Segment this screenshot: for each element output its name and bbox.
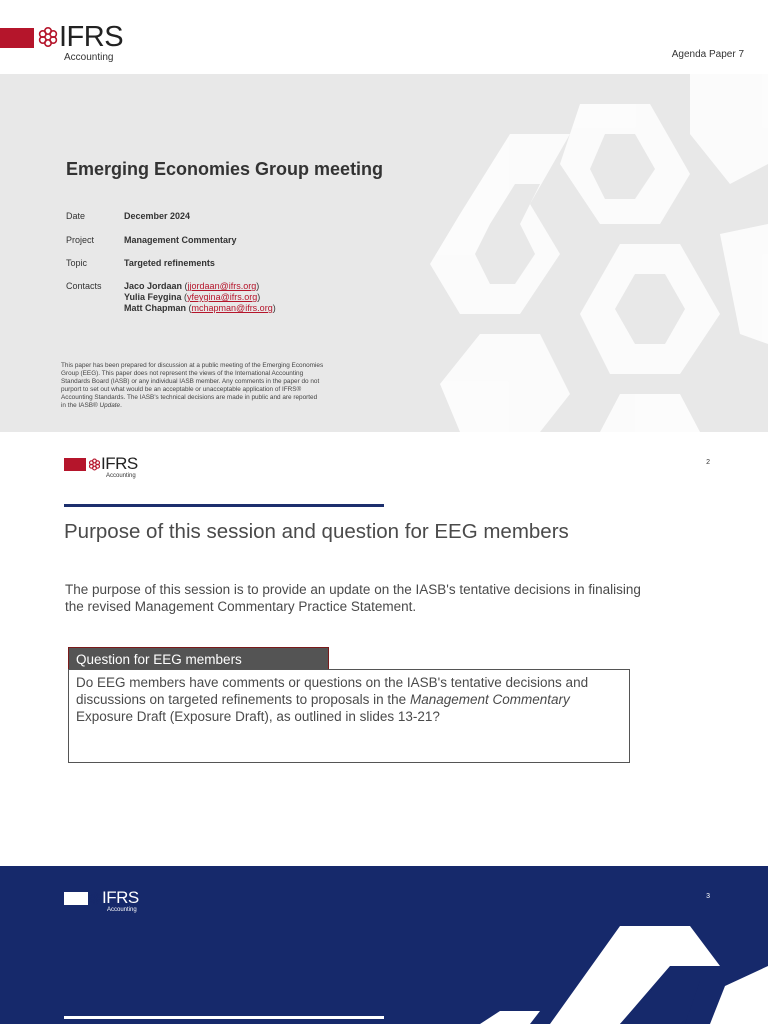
meta-label: Contacts <box>66 281 102 291</box>
page-number: 2 <box>706 459 710 466</box>
logo-subtitle: Accounting <box>64 52 114 63</box>
meta-value: December 2024 <box>124 211 191 221</box>
disclaimer-fragment: . <box>120 402 122 409</box>
disclaimer-line: Group (EEG). This paper does not represent the views of the International Accounting <box>61 370 304 377</box>
question-box <box>68 669 630 763</box>
brand-white-bar <box>64 892 88 905</box>
slide-title: Purpose of this session and question for EEG members <box>64 520 569 543</box>
disclaimer-line <box>61 402 391 410</box>
contact-name: Jaco Jordaan <box>124 281 183 291</box>
contact-email-link[interactable]: jjordaan@ifrs.org <box>187 281 257 291</box>
meeting-title: Emerging Economies Group meeting <box>66 159 384 179</box>
slide-header <box>0 0 768 74</box>
disclaimer-line: This paper has been prepared for discussion at a public meeting of the Emerging Economies <box>61 362 324 369</box>
contact-email-link[interactable]: yfeygina@ifrs.org <box>187 292 258 302</box>
question-italic-title: Management Commentary <box>409 692 570 707</box>
logo-subtitle: Accounting <box>106 473 136 479</box>
purpose-slide <box>0 432 768 864</box>
hexagon-pattern-graphic <box>470 926 768 1024</box>
purpose-paragraph: The purpose of this session is to provide an update on the IASB's tentative decisions in finalising the revised Management Commentary Practice Statement. <box>65 582 641 614</box>
brand-red-bar <box>0 28 34 48</box>
title-band: Emerging Economies Group meeting Date December 2024 Project Management Commentary Topic Targeted refinements Contacts Jaco Jordaan (jjordaan@ifrs.org) Yulia Feygina (yfeygina@ifrs.org) Matt Chapman (mchapman@ifrs.org) This paper has been prepared for discussion at a public meeting of the Emerging Economies Group (EEG). This paper does not represent the views of the International Accounting Standards Board (IASB) or any individual IASB member. Any comments in the paper do not purport to set out what would be an acceptable or unacceptable application of IFRS® Accounting Standards. The IASB's technical decisions are made in public and are reported in the IASB® Update. <box>0 74 768 432</box>
section-divider-slide <box>0 866 768 1024</box>
title-rule <box>64 1016 384 1019</box>
ifrs-logo <box>89 888 139 913</box>
ifrs-flower-icon <box>88 458 101 471</box>
question-text: Exposure Draft (Exposure Draft), as outlined in slides 13-21? <box>76 709 440 724</box>
disclaimer-fragment: in the IASB® <box>61 402 100 409</box>
logo-wordmark: IFRS <box>102 888 139 907</box>
contact-email-link[interactable]: mchapman@ifrs.org <box>191 303 273 313</box>
contact-name: Matt Chapman <box>124 303 187 313</box>
meta-value: Management Commentary <box>124 235 237 245</box>
disclaimer-line: purport to set out what would be an acceptable or unacceptable application of IFRS® <box>61 386 302 393</box>
meta-label: Topic <box>66 258 88 268</box>
hexagon-pattern-graphic <box>420 74 768 432</box>
agenda-paper-label: Agenda Paper 7 <box>671 49 744 60</box>
disclaimer-line: Standards Board (IASB) or any individual IASB member. Any comments in the paper do not <box>61 378 320 385</box>
logo-subtitle: Accounting <box>107 907 137 913</box>
contact-name: Yulia Feygina <box>124 292 182 302</box>
meta-value: Targeted refinements <box>124 258 215 268</box>
meta-label: Project <box>66 235 95 245</box>
meta-label: Date <box>66 211 86 221</box>
disclaimer-line: Accounting Standards. The IASB's technical decisions are made in public and are reported <box>61 394 318 401</box>
ifrs-logo <box>37 21 124 63</box>
disclaimer-update-italic: Update <box>99 402 121 409</box>
logo-wordmark: IFRS <box>101 454 138 473</box>
ifrs-logo <box>88 454 138 479</box>
title-slide <box>0 0 768 432</box>
page-number: 3 <box>706 893 710 900</box>
disclaimer-text <box>61 362 391 410</box>
brand-red-bar <box>64 458 86 471</box>
logo-wordmark: IFRS <box>59 21 124 53</box>
question-text: Do EEG members have comments or questions on the IASB's tentative decisions and discussions on targeted refinements to proposals in the <box>76 675 589 707</box>
title-rule <box>64 504 384 507</box>
ifrs-flower-icon <box>37 26 59 48</box>
question-header: Question for EEG members <box>68 647 329 670</box>
ifrs-flower-icon <box>89 892 102 905</box>
